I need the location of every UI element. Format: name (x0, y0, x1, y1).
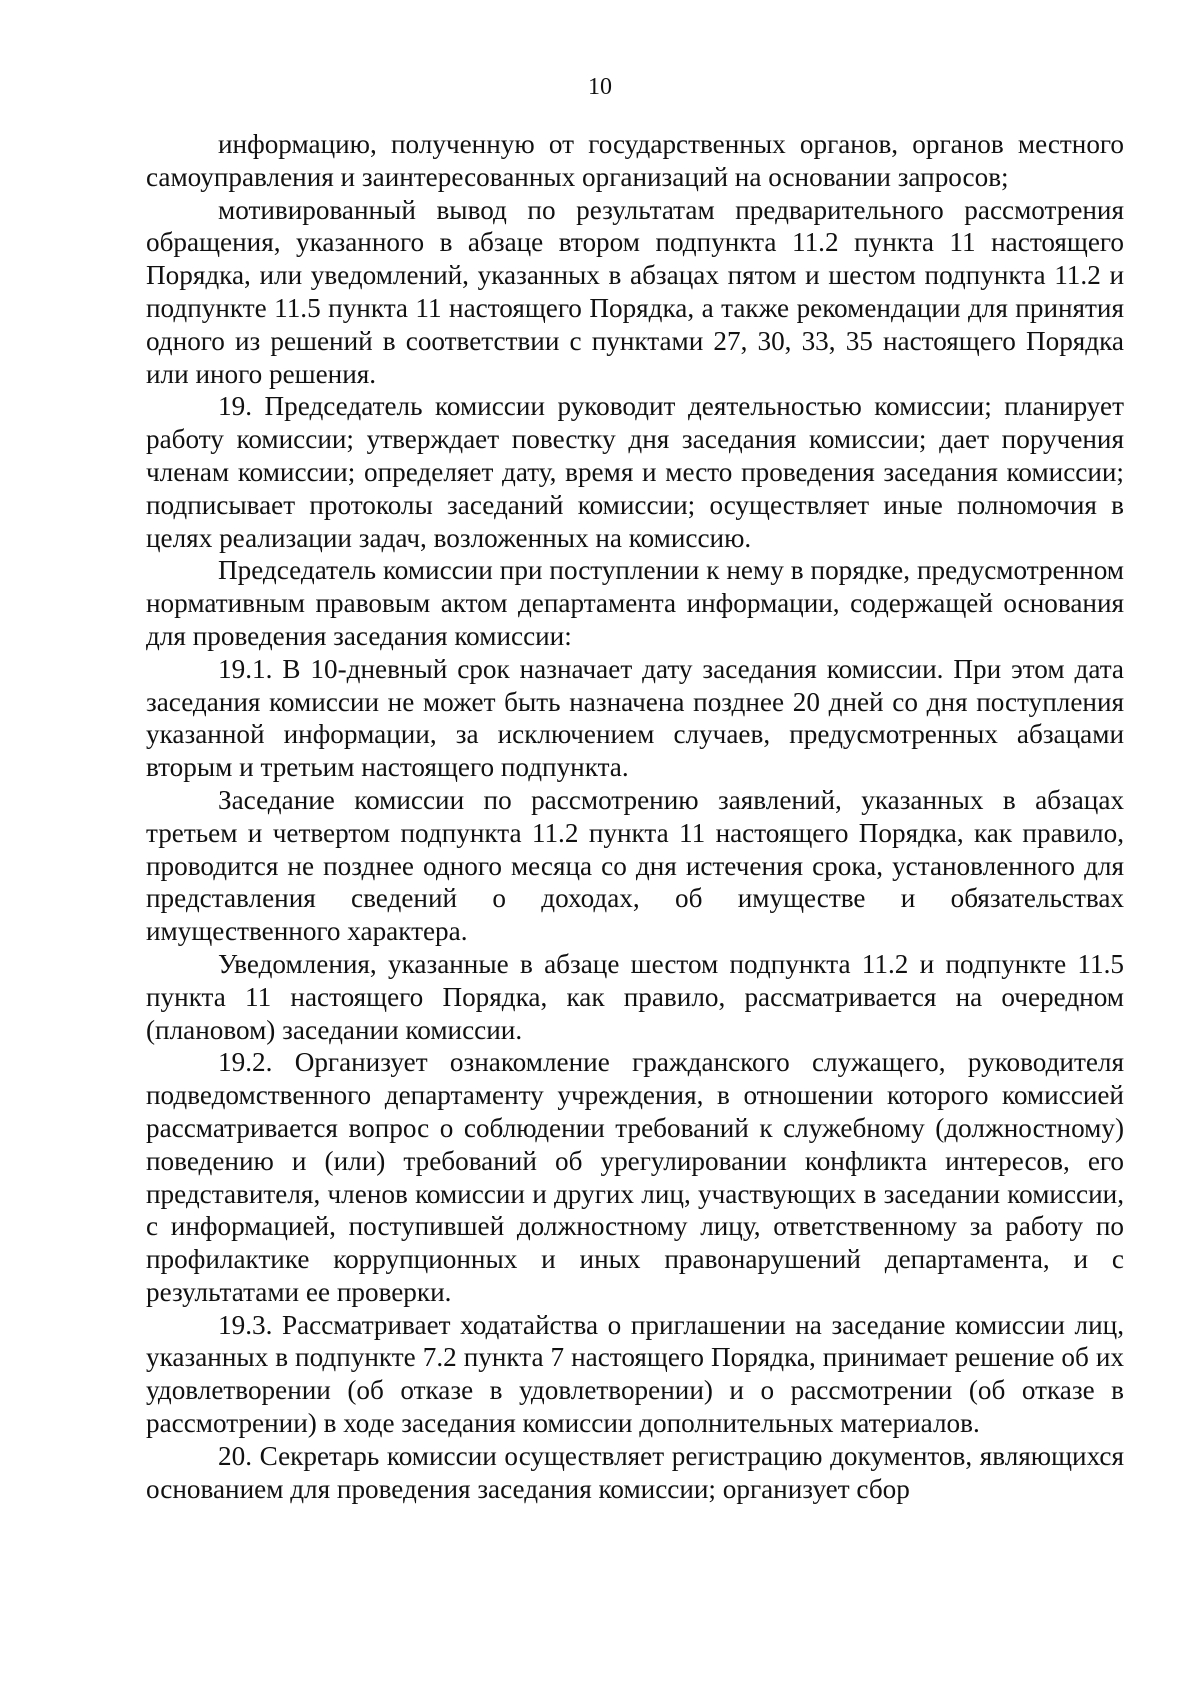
paragraph: Председатель комиссии при поступлении к нему в порядке, предусмотренном нормативным правовым актом департамента информации, содержащей основания для проведения заседания комиссии: (146, 555, 1124, 651)
document-body (146, 128, 1124, 1505)
paragraph: 19. Председатель комиссии руководит деятельностью комиссии; планирует работу комиссии; утверждает повестку дня заседания комиссии; дает поручения членам комиссии; определяет дату, время и место проведения заседания комиссии; подписывает протоколы заседаний комиссии; осуществляет иные полномочия в целях реализации задач, возложенных на комиссию. (146, 391, 1124, 553)
paragraph: 19.2. Организует ознакомление гражданского служащего, руководителя подведомственного департаменту учреждения, в отношении которого комиссией рассматривается вопрос о соблюдении требований к служебному (должностному) поведению и (или) требований об урегулировании конфликта интересов, его представителя, членов комиссии и других лиц, участвующих в заседании комиссии, с информацией, поступившей должностному лицу, ответственному за работу по профилактике коррупционных и иных правонарушений департамента, и с результатами ее проверки. (146, 1047, 1124, 1307)
paragraph: мотивированный вывод по результатам предварительного рассмотрения обращения, указанного в абзаце втором подпункта 11.2 пункта 11 настоящего Порядка, или уведомлений, указанных в абзацах пятом и шестом подпункта 11.2 и подпункте 11.5 пункта 11 настоящего Порядка, а также рекомендации для принятия одного из решений в соответствии с пунктами 27, 30, 33, 35 настоящего Порядка или иного решения. (146, 194, 1124, 389)
page-number: 10 (588, 74, 612, 100)
paragraph: 19.1. В 10-дневный срок назначает дату заседания комиссии. При этом дата заседания комиссии не может быть назначена позднее 20 дней со дня поступления указанной информации, за исключением случаев, предусмотренных абзацами вторым и третьим настоящего подпункта. (146, 653, 1124, 783)
paragraph: 20. Секретарь комиссии осуществляет регистрацию документов, являющихся основанием для проведения заседания комиссии; организует сбор (146, 1440, 1124, 1504)
paragraph: Уведомления, указанные в абзаце шестом подпункта 11.2 и подпункте 11.5 пункта 11 настоящего Порядка, как правило, рассматривается на очередном (плановом) заседании комиссии. (146, 948, 1124, 1045)
paragraph: 19.3. Рассматривает ходатайства о приглашении на заседание комиссии лиц, указанных в подпункте 7.2 пункта 7 настоящего Порядка, принимает решение об их удовлетворении (об отказе в удовлетворении) и о рассмотрении (об отказе в рассмотрении) в ходе заседания комиссии дополнительных материалов. (146, 1309, 1124, 1439)
paragraph: информацию, полученную от государственных органов, органов местного самоуправления и заинтересованных организаций на основании запросов; (146, 129, 1124, 192)
paragraph: Заседание комиссии по рассмотрению заявлений, указанных в абзацах третьем и четвертом подпункта 11.2 пункта 11 настоящего Порядка, как правило, проводится не позднее одного месяца со дня истечения срока, установленного для представления сведений о доходах, об имуществе и обязательствах имущественного характера. (146, 784, 1124, 947)
